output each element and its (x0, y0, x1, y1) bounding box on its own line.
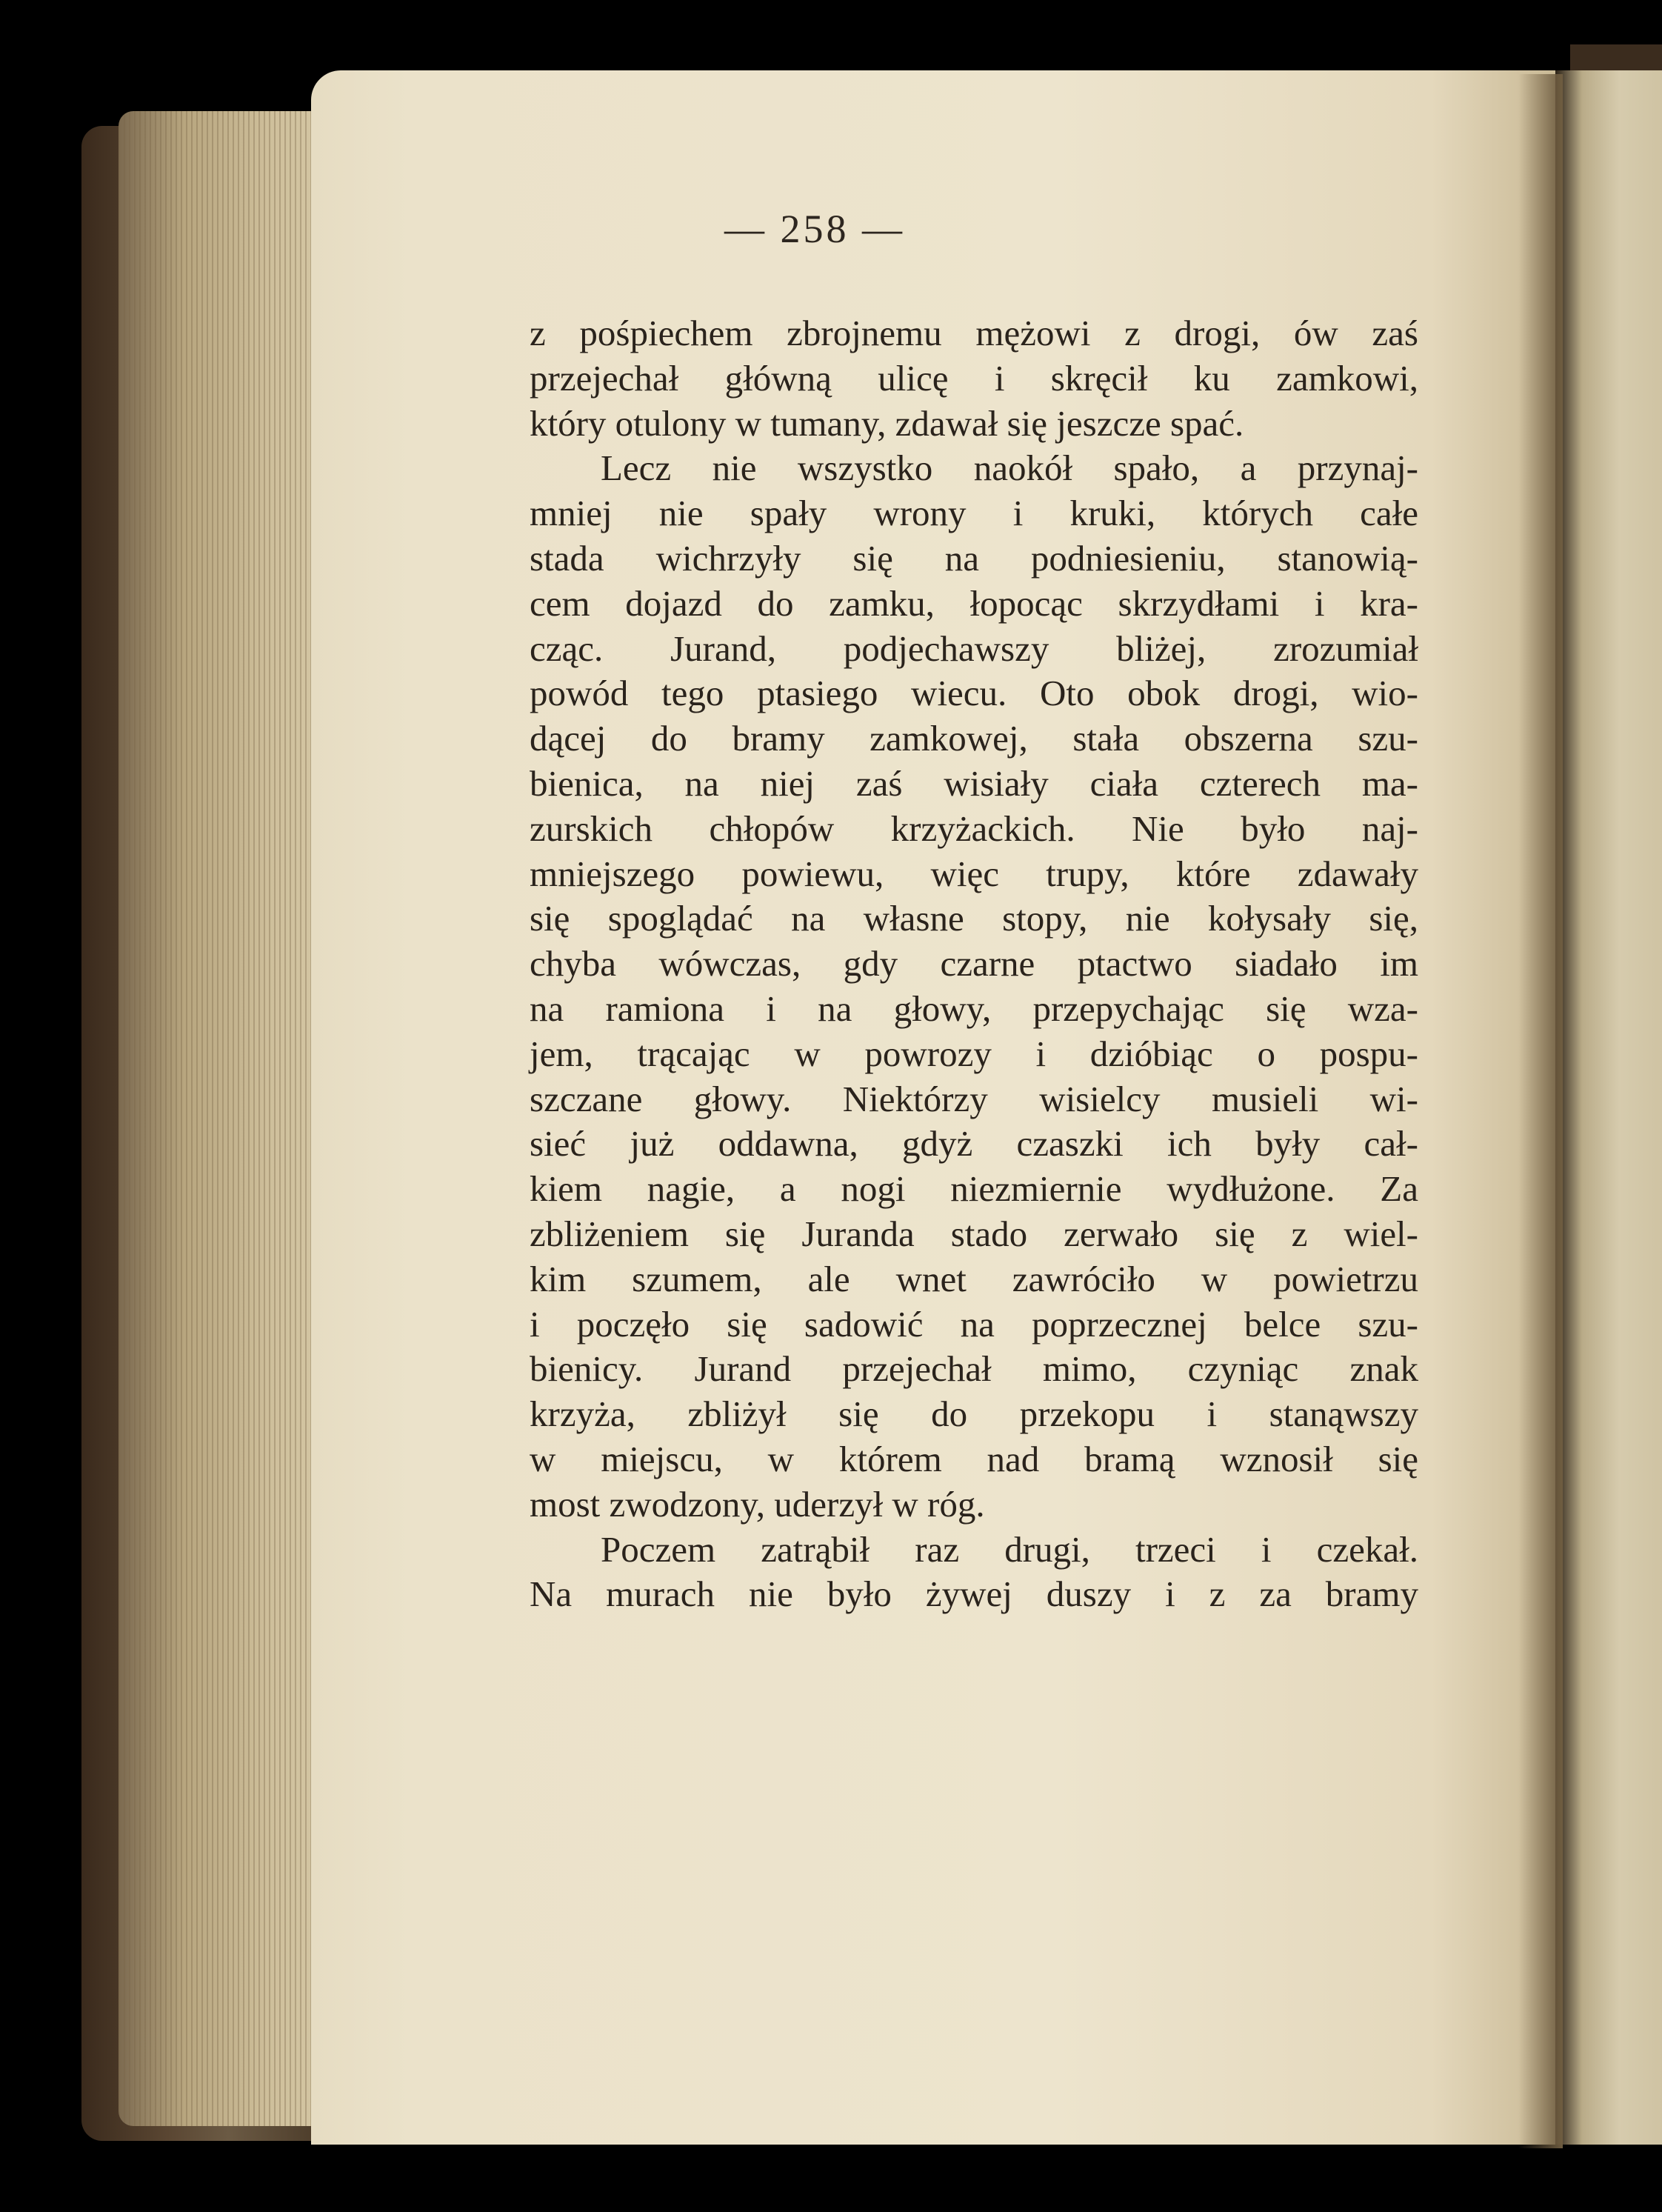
text-line: z pośpiechem zbrojnemu mężowi z drogi, ów zaś (530, 313, 1418, 353)
page-edges (119, 111, 341, 2126)
text-line: mniej nie spały wrony i kruki, których całe (530, 493, 1418, 534)
text-line: na ramiona i na głowy, przepychając się wza- (530, 987, 1418, 1029)
text-line: szczane głowy. Niektórzy wisielcy musieli wi- (530, 1078, 1418, 1119)
text-line: sieć już oddawna, gdyż czaszki ich były cał- (530, 1123, 1418, 1165)
text-line: bienicy. Jurand przejechał mimo, czyniąc znak (530, 1348, 1418, 1390)
text-line: Na murach nie było żywej duszy i z za bramy (530, 1573, 1418, 1615)
text-line: zbliżeniem się Juranda stado zerwało się z wiel- (530, 1213, 1418, 1254)
text-line: cem dojazd do zamku, łopocąc skrzydłami i kra- (530, 582, 1418, 624)
facing-page (1555, 70, 1662, 2145)
text-line: powód tego ptasiego wiecu. Oto obok drogi, wio- (530, 673, 1418, 714)
body-text (530, 311, 1418, 1617)
text-line: kim szumem, ale wnet zawróciło w powietrzu (530, 1258, 1418, 1299)
text-line: krzyża, zbliżył się do przekopu i stanąwszy (530, 1393, 1418, 1435)
text-line: Lecz nie wszystko naokół spało, a przynaj- (601, 447, 1418, 489)
text-line: jem, trącając w powrozy i dzióbiąc o pospu- (530, 1033, 1418, 1074)
text-line: chyba wówczas, gdy czarne ptactwo siadało im (530, 943, 1418, 985)
text-line: zurskich chłopów krzyżackich. Nie było naj- (530, 807, 1418, 849)
text-line: most zwodzony, uderzył w róg. (530, 1483, 985, 1525)
text-line: cząc. Jurand, podjechawszy bliżej, zrozumiał (530, 627, 1418, 669)
text-line: Poczem zatrąbił raz drugi, trzeci i czekał. (601, 1528, 1418, 1570)
text-line: się spoglądać na własne stopy, nie kołysały się, (530, 898, 1418, 939)
page-number: — 258 — (724, 207, 905, 251)
text-line: który otulony w tumany, zdawał się jeszcze spać. (530, 402, 1244, 444)
text-line: stada wichrzyły się na podniesieniu, stanowią- (530, 537, 1418, 579)
text-line: bienica, na niej zaś wisiały ciała czterech ma- (530, 762, 1418, 804)
text-line: przejechał główną ulicę i skręcił ku zamkowi, (530, 357, 1418, 399)
gutter-shadow (1518, 74, 1563, 2148)
text-line: kiem nagie, a nogi niezmiernie wydłużone. Za (530, 1168, 1418, 1210)
text-line: i poczęło się sadowić na poprzecznej belce szu- (530, 1303, 1418, 1345)
text-line: mniejszego powiewu, więc trupy, które zdawały (530, 853, 1418, 894)
text-line: dącej do bramy zamkowej, stała obszerna szu- (530, 718, 1418, 759)
text-line: w miejscu, w którem nad bramą wznosił się (530, 1438, 1418, 1479)
